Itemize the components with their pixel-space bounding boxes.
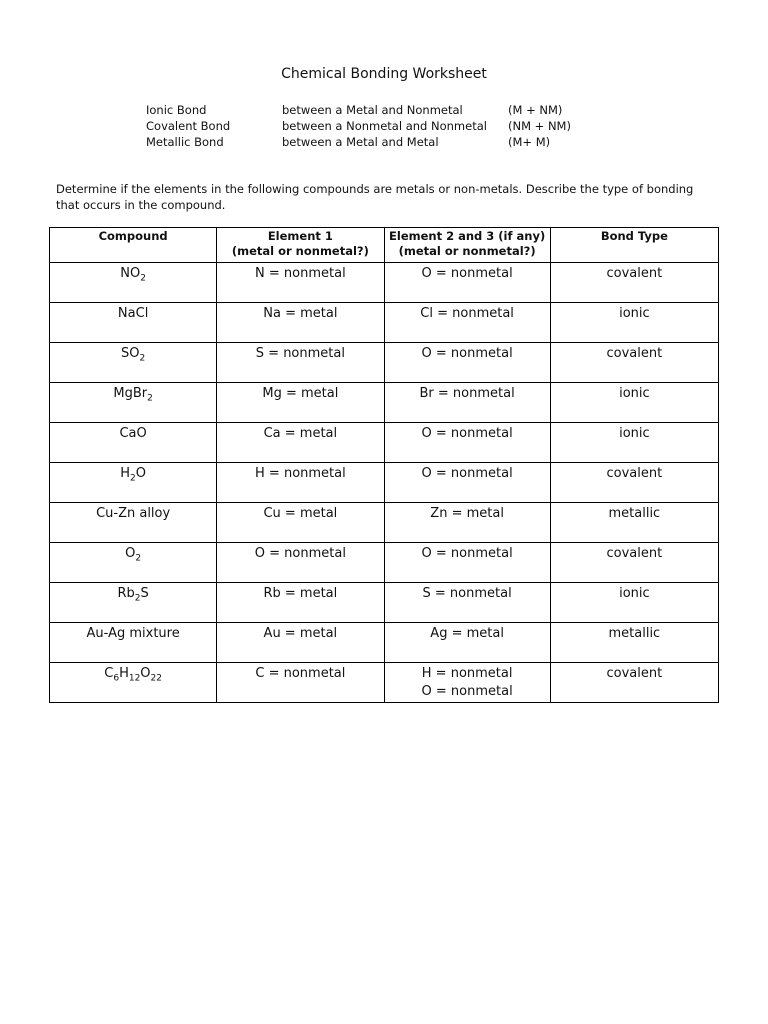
worksheet-title: Chemical Bonding Worksheet	[281, 66, 487, 82]
element23-cell-text: O = nonmetal	[421, 266, 513, 281]
header-element1-sublabel: (metal or nonmetal?)	[231, 244, 369, 258]
definition-row	[146, 118, 588, 134]
instructions-text: Determine if the elements in the following compounds are metals or non-metals. Describe the type of bonding that occurs in the compound.	[56, 182, 694, 212]
compound-subscript: 6	[113, 673, 120, 684]
definition-row	[146, 134, 588, 150]
bond-type-cell	[550, 623, 718, 663]
element23-cell	[384, 543, 550, 583]
compound-symbol: NaCl	[117, 306, 149, 321]
table-row	[50, 263, 719, 303]
bond-type-cell	[550, 423, 718, 463]
definition-row	[146, 102, 588, 118]
element1-cell	[217, 663, 384, 703]
header-element1-label: Element 1	[267, 229, 333, 243]
bond-type-cell-text: covalent	[606, 266, 663, 281]
header-compound	[50, 228, 217, 263]
element23-cell	[384, 503, 550, 543]
definition-description: between a Metal and Nonmetal	[282, 103, 463, 117]
definition-abbreviation: (NM + NM)	[508, 119, 571, 133]
element23-cell-text: S = nonmetal	[422, 586, 512, 601]
compound-subscript: 2	[140, 273, 146, 284]
definition-description: between a Nonmetal and Nonmetal	[282, 119, 487, 133]
header-element23	[384, 228, 550, 263]
header-element1	[217, 228, 384, 263]
compound-subscript: 2	[134, 593, 141, 604]
definition-name: Covalent Bond	[146, 119, 231, 133]
definition-description: between a Metal and Metal	[282, 135, 439, 149]
header-element23-label: Element 2 and 3 (if any)	[389, 229, 546, 243]
element1-cell	[217, 463, 384, 503]
table-row	[50, 503, 719, 543]
element23-cell	[384, 343, 550, 383]
compound-symbol: Rb	[117, 586, 135, 601]
table-row	[50, 463, 719, 503]
table-row	[50, 303, 719, 343]
definition-abbreviation: (M + NM)	[508, 103, 563, 117]
element23-cell-text: Zn = metal	[430, 506, 504, 521]
compound-symbol: SO	[121, 346, 140, 361]
element23-cell	[384, 303, 550, 343]
compound-cell	[50, 423, 217, 463]
compound-symbol: O	[135, 466, 146, 481]
bond-type-cell	[550, 463, 718, 503]
compound-subscript: 12	[128, 673, 141, 684]
element1-cell	[217, 383, 384, 423]
compound-cell	[50, 503, 217, 543]
element1-cell	[217, 503, 384, 543]
bond-type-cell	[550, 263, 718, 303]
element1-cell-text: Mg = metal	[262, 386, 339, 401]
compound-symbol: O	[140, 666, 151, 681]
element23-cell	[384, 423, 550, 463]
compound-symbol: CaO	[119, 426, 147, 441]
element1-cell-text: C = nonmetal	[255, 666, 346, 681]
compound-subscript: 2	[130, 473, 136, 484]
compound-subscript: 2	[135, 553, 142, 564]
table-row	[50, 343, 719, 383]
compound-subscript: 2	[147, 393, 153, 404]
compound-symbol: O	[125, 546, 136, 561]
compound-cell	[50, 583, 217, 623]
element1-cell	[217, 423, 384, 463]
compound-symbol: H	[119, 666, 129, 681]
compound-symbol: C	[104, 666, 114, 681]
compound-cell	[50, 543, 217, 583]
compound-symbol: S	[140, 586, 149, 601]
table-row	[50, 663, 719, 703]
compound-symbol: H	[120, 466, 131, 481]
bond-type-cell	[550, 343, 718, 383]
element23-cell	[384, 463, 550, 503]
header-compound-label: Compound	[98, 229, 168, 243]
compound-cell	[50, 263, 217, 303]
bond-type-cell	[550, 303, 718, 343]
element1-cell-text: H = nonmetal	[255, 466, 346, 481]
header-element23-sublabel: (metal or nonmetal?)	[398, 244, 536, 258]
bond-type-cell-text: covalent	[606, 466, 663, 481]
element1-cell-text: Au = metal	[263, 626, 338, 641]
table-row	[50, 583, 719, 623]
element1-cell-text: Cu = metal	[263, 506, 338, 521]
compound-cell	[50, 383, 217, 423]
element1-cell	[217, 543, 384, 583]
element1-cell-text: N = nonmetal	[255, 266, 346, 281]
element23-cell-text: H = nonmetal O = nonmetal	[421, 666, 513, 699]
bond-definitions	[146, 102, 588, 150]
element23-cell	[384, 623, 550, 663]
element1-cell-text: Ca = metal	[263, 426, 338, 441]
bond-type-cell-text: ionic	[619, 586, 650, 601]
compound-symbol: Cu-Zn alloy	[96, 506, 171, 521]
element1-cell	[217, 263, 384, 303]
bonding-table	[49, 227, 719, 703]
bond-type-cell-text: covalent	[606, 666, 663, 681]
element23-cell	[384, 263, 550, 303]
element23-cell-text: O = nonmetal	[421, 546, 513, 561]
bond-type-cell	[550, 503, 718, 543]
bond-type-cell-text: covalent	[606, 546, 663, 561]
compound-symbol: Au-Ag mixture	[86, 626, 180, 641]
compound-subscript: 2	[139, 353, 146, 364]
bond-type-cell	[550, 383, 718, 423]
bond-type-cell	[550, 583, 718, 623]
bond-type-cell	[550, 543, 718, 583]
table-row	[50, 543, 719, 583]
element1-cell	[217, 583, 384, 623]
bond-type-cell-text: covalent	[606, 346, 663, 361]
bond-type-cell-text: ionic	[619, 426, 650, 441]
element1-cell-text: Na = metal	[263, 306, 338, 321]
element1-cell-text: S = nonmetal	[255, 346, 345, 361]
element1-cell	[217, 303, 384, 343]
element1-cell	[217, 343, 384, 383]
definition-abbreviation: (M+ M)	[508, 135, 551, 149]
compound-subscript: 22	[150, 673, 162, 684]
compound-cell	[50, 623, 217, 663]
element23-cell-text: Br = nonmetal	[419, 386, 515, 401]
table-row	[50, 623, 719, 663]
element1-cell	[217, 623, 384, 663]
element23-cell-text: O = nonmetal	[421, 346, 513, 361]
table-row	[50, 423, 719, 463]
definition-name: Metallic Bond	[146, 135, 224, 149]
table-body	[50, 263, 719, 703]
table-row	[50, 383, 719, 423]
element1-cell-text: O = nonmetal	[254, 546, 346, 561]
element23-cell	[384, 663, 550, 703]
compound-symbol: NO	[120, 266, 141, 281]
header-bond-type	[550, 228, 718, 263]
bond-type-cell	[550, 663, 718, 703]
bond-type-cell-text: metallic	[608, 506, 661, 521]
header-bond-type-label: Bond Type	[600, 229, 668, 243]
element23-cell	[384, 383, 550, 423]
compound-cell	[50, 463, 217, 503]
definition-name: Ionic Bond	[146, 103, 207, 117]
element23-cell	[384, 583, 550, 623]
element23-cell-text: O = nonmetal	[421, 426, 513, 441]
element23-cell-text: Cl = nonmetal	[420, 306, 514, 321]
compound-cell	[50, 303, 217, 343]
table-header-row	[50, 228, 719, 263]
element23-cell-text: Ag = metal	[430, 626, 504, 641]
compound-symbol: MgBr	[113, 386, 148, 401]
bond-type-cell-text: ionic	[619, 306, 650, 321]
element23-cell-text: O = nonmetal	[421, 466, 513, 481]
compound-cell	[50, 663, 217, 703]
bond-type-cell-text: ionic	[619, 386, 650, 401]
bond-type-cell-text: metallic	[608, 626, 661, 641]
element1-cell-text: Rb = metal	[263, 586, 338, 601]
compound-cell	[50, 343, 217, 383]
